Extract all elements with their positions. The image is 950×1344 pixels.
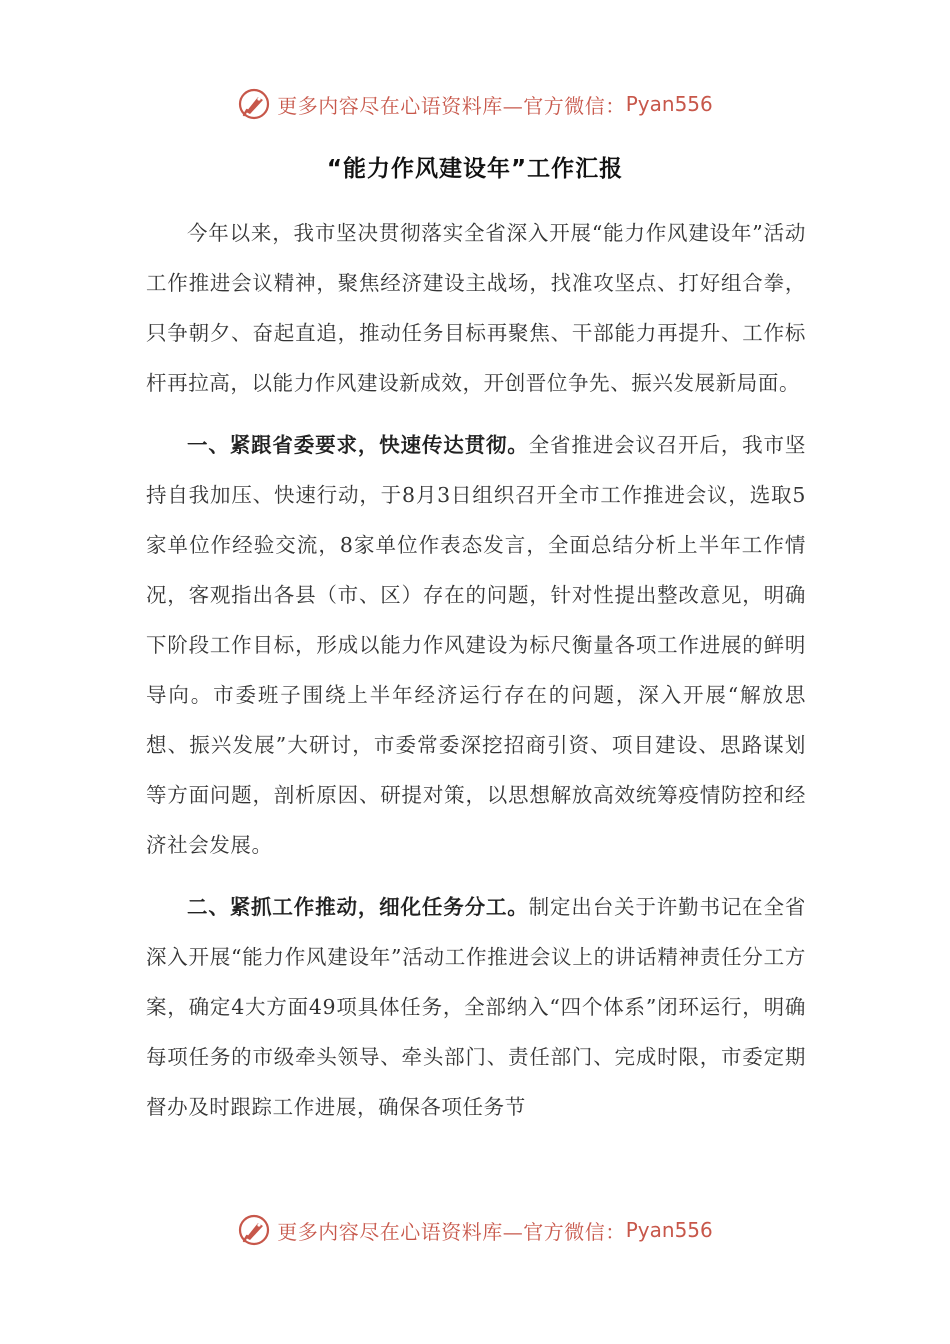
- document-body: [146, 208, 806, 1132]
- banner-text: 更多内容尽在心语资料库—官方微信：: [277, 93, 626, 118]
- paragraph-section-2: [146, 882, 806, 1132]
- paragraph-heading: 一、紧跟省委要求，快速传达贯彻。: [187, 433, 529, 457]
- pen-nib-icon: [237, 1213, 271, 1247]
- paragraph-text: 今年以来，我市坚决贯彻落实全省深入开展“能力作风建设年”活动工作推进会议精神，聚焦经济建设主战场，找准攻坚点、打好组合拳，只争朝夕、奋起直追，推动任务目标再聚焦、干部能力再提升、工作标杆再拉高，以能力作风建设新成效，开创晋位争先、振兴发展新局面。: [146, 221, 806, 395]
- paragraph-intro: [146, 208, 806, 408]
- document-title: “能力作风建设年”工作汇报: [326, 156, 624, 182]
- footer-banner: [0, 1210, 950, 1250]
- paragraph-section-1: [146, 420, 806, 870]
- pen-nib-icon: [237, 87, 271, 121]
- banner-wechat-handle: Pyan556: [625, 1218, 713, 1242]
- paragraph-text: 制定出台关于许勤书记在全省深入开展“能力作风建设年”活动工作推进会议上的讲话精神责任分工方案，确定4大方面49项具体任务，全部纳入“四个体系”闭环运行，明确每项任务的市级牵头领导、牵头部门、责任部门、完成时限，市委定期督办及时跟踪工作进展，确保各项任务节: [146, 895, 806, 1119]
- banner-text: 更多内容尽在心语资料库—官方微信：: [277, 1219, 626, 1244]
- paragraph-text: 全省推进会议召开后，我市坚持自我加压、快速行动，于8月3日组织召开全市工作推进会议，选取5家单位作经验交流，8家单位作表态发言，全面总结分析上半年工作情况，客观指出各县（市、区）存在的问题，针对性提出整改意见，明确下阶段工作目标，形成以能力作风建设为标尺衡量各项工作进展的鲜明导向。市委班子围绕上半年经济运行存在的问题，深入开展“解放思想、振兴发展”大研讨，市委常委深挖招商引资、项目建设、思路谋划等方面问题，剖析原因、研提对策，以思想解放高效统筹疫情防控和经济社会发展。: [146, 433, 806, 857]
- banner-wechat-handle: Pyan556: [625, 92, 713, 116]
- paragraph-heading: 二、紧抓工作推动，细化任务分工。: [187, 895, 529, 919]
- header-banner: [0, 84, 950, 124]
